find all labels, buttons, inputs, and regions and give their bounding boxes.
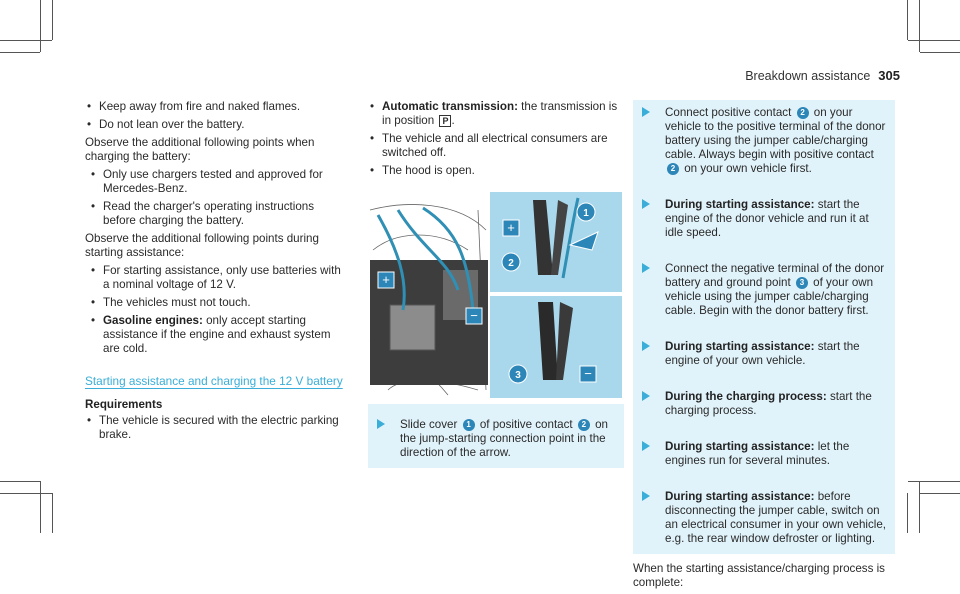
list-item (89, 314, 350, 356)
observe-charging: Observe the additional following points when charging the battery: (85, 136, 315, 163)
inset-negative (490, 296, 622, 398)
crop-mark (40, 481, 41, 533)
list-item: • The vehicle and all electrical consumers are switched off. (368, 132, 624, 160)
step-arrow-icon (642, 491, 650, 501)
step-arrow-icon (642, 263, 650, 273)
plus-sign: + (507, 220, 515, 235)
list-item: • For starting assistance, only use batteries with a nominal voltage of 12 V. (89, 264, 350, 292)
column-1 (85, 100, 350, 446)
crop-mark (920, 493, 960, 494)
list-item: • Automatic transmission: the transmission is in position P . (368, 100, 624, 128)
requirements-list-cont (368, 100, 624, 178)
crop-mark (52, 0, 53, 40)
step-arrow-icon (377, 419, 385, 429)
step-arrow-icon (642, 107, 650, 117)
charging-list (89, 168, 350, 228)
list-item: • The vehicle is secured with the electric parking brake. (85, 414, 350, 442)
auto-text: the transmission is in position (382, 100, 618, 127)
crop-mark (52, 493, 53, 533)
crop-mark (0, 493, 52, 494)
badge-2-icon: 2 (667, 163, 679, 175)
list-item: • The vehicles must not touch. (89, 296, 350, 310)
section-title: Breakdown assistance (745, 69, 871, 83)
page-number: 305 (878, 68, 900, 83)
crop-mark (919, 481, 920, 533)
callout-3-label: 3 (515, 370, 521, 381)
step-charging: During the charging process: start the charging process. (633, 376, 895, 426)
minus-sign: − (470, 308, 478, 323)
section-link[interactable]: Starting assistance and charging the 12 V battery (85, 374, 343, 388)
step-run-engines: During starting assistance: let the engines run for several minutes. (633, 426, 895, 476)
column-3 (633, 100, 895, 594)
observe-starting: Observe the additional following points during starting assistance: (85, 232, 319, 259)
step-consumer-on: During starting assistance: before disconnecting the jumper cable, switch on an electrical consumer in your own vehicle, e.g. the rear window defroster or lighting. (633, 476, 895, 554)
step-slide-cover: Slide cover 1 of positive contact 2 on the jump-starting connection point in the direction of the arrow. (368, 404, 624, 468)
crop-mark (908, 481, 960, 482)
list-item: • Do not lean over the battery. (85, 118, 350, 132)
step-arrow-icon (642, 199, 650, 209)
park-symbol-icon: P (439, 115, 451, 127)
crop-mark (0, 481, 40, 482)
jump-start-figure (368, 190, 624, 400)
battery-box (390, 305, 435, 350)
step-connect-positive: Connect positive contact 2 on your vehicle to the positive terminal of the donor battery using the jumper cable/charging cable. Always begin with positive contact 2 on your own vehicle first. (633, 100, 895, 184)
starting-list (89, 264, 350, 356)
crop-mark (0, 40, 52, 41)
auto-label: Automatic transmission: (382, 100, 518, 113)
gasoline-label: Gasoline engines: (103, 314, 203, 327)
crop-mark (919, 0, 920, 52)
step-connect-negative: Connect the negative terminal of the donor battery and ground point 3 of your own vehicle using the jumper cable/charging cable. Begin with the donor battery first. (633, 248, 895, 326)
step-arrow-icon (642, 441, 650, 451)
list-item: • The hood is open. (368, 164, 624, 178)
crop-mark (40, 0, 41, 52)
badge-1-icon: 1 (463, 419, 475, 431)
requirements-list (85, 414, 350, 442)
badge-3-icon: 3 (796, 277, 808, 289)
step-start-own: During starting assistance: start the engine of your own vehicle. (633, 326, 895, 376)
list-item: • Read the charger's operating instructions before charging the battery. (89, 200, 350, 228)
step-arrow-icon (642, 341, 650, 351)
warning-list (85, 100, 350, 132)
minus-sign: − (584, 366, 592, 381)
callout-1-label: 1 (583, 208, 589, 219)
step-arrow-icon (642, 391, 650, 401)
list-item: • Keep away from fire and naked flames. (85, 100, 350, 114)
page-header (745, 68, 900, 83)
column-2 (368, 100, 624, 468)
list-item: • Only use chargers tested and approved for Mercedes-Benz. (89, 168, 350, 196)
crop-mark (908, 40, 960, 41)
crop-mark (907, 493, 908, 533)
crop-mark (0, 52, 40, 53)
badge-2-icon: 2 (578, 419, 590, 431)
callout-2-label: 2 (508, 258, 514, 269)
completion-text: When the starting assistance/charging process is complete: (633, 562, 885, 589)
crop-mark (920, 52, 960, 53)
badge-2-icon: 2 (797, 107, 809, 119)
requirements-title: Requirements (85, 398, 163, 411)
crop-mark (907, 0, 908, 40)
gasoline-text: only accept starting assistance if the engine and exhaust system are cold. (103, 314, 331, 355)
step-start-donor: During starting assistance: start the engine of the donor vehicle and run it at idle speed. (633, 184, 895, 248)
plus-sign: + (382, 272, 390, 287)
